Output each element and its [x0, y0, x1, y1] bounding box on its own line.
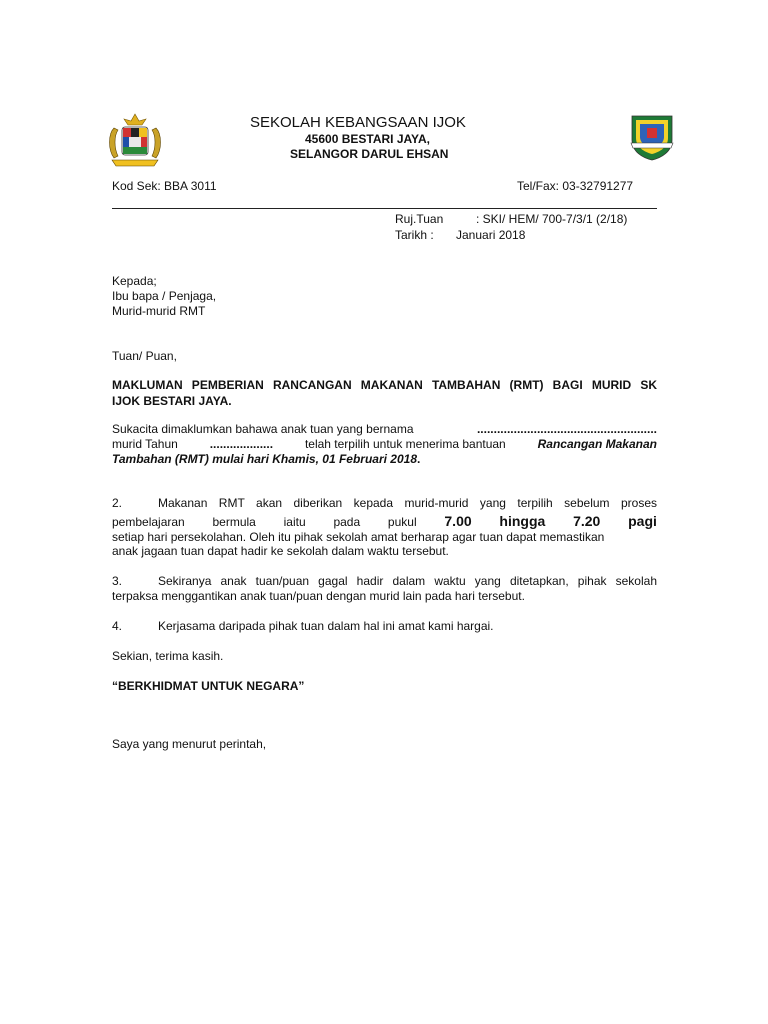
para2-word-4: pada [333, 515, 361, 529]
address-line-1: 45600 BESTARI JAYA, [305, 132, 430, 146]
para2-time-start: 7.00 [444, 513, 472, 529]
salutation: Tuan/ Puan, [112, 349, 177, 363]
telfax: Tel/Fax: 03-32791277 [517, 179, 634, 193]
tarikh-value: Januari 2018 [456, 228, 526, 242]
para1-line1-text: Sukacita dimaklumkan bahawa anak tuan yang bernama [112, 422, 414, 436]
para2-line-4: anak jagaan tuan dapat hadir ke sekolah dalam waktu tersebut. [112, 544, 449, 558]
para2-number: 2. [112, 496, 123, 510]
para1-line2-text2: telah terpilih untuk menerima bantuan [304, 437, 506, 451]
tarikh-label: Tarikh : [395, 228, 434, 242]
address-line-2: SELANGOR DARUL EHSAN [290, 147, 449, 161]
para1-line2-text1: murid Tahun [112, 437, 178, 451]
para1-date: 01 Februari 2018 [322, 452, 417, 466]
school-name: SEKOLAH KEBANGSAAN IJOK [250, 114, 466, 131]
header-divider [112, 208, 657, 209]
para4-number: 4. [112, 619, 123, 633]
signoff: Saya yang menurut perintah, [112, 737, 267, 751]
recipient-line-3: Murid-murid RMT [112, 304, 206, 318]
para2-word-2: bermula [212, 515, 256, 529]
coat-of-arms-logo [104, 112, 166, 170]
para2-time-hingga: hingga [499, 513, 546, 529]
para2-line-3: setiap hari persekolahan. Oleh itu pihak sekolah amat berharap agar tuan dapat memastikan [112, 530, 605, 544]
para2-line-2 [112, 514, 657, 530]
para1-line-2 [112, 437, 657, 452]
school-code: Kod Sek: BBA 3011 [112, 179, 217, 193]
para3-line-2: terpaksa menggantikan anak tuan/puan dengan murid lain pada hari tersebut. [112, 589, 525, 603]
para2-time-end: 7.20 [573, 513, 601, 529]
recipient-line-2: Ibu bapa / Penjaga, [112, 289, 217, 303]
para1-period: . [417, 452, 421, 466]
subject-line-1: MAKLUMAN PEMBERIAN RANCANGAN MAKANAN TAMBAHAN (RMT) BAGI MURID SK [112, 378, 657, 392]
closing: Sekian, terima kasih. [112, 649, 224, 663]
para3-number: 3. [112, 574, 123, 588]
para4-text: Kerjasama daripada pihak tuan dalam hal ini amat kami hargai. [158, 619, 494, 633]
para2-time-pagi: pagi [628, 513, 657, 529]
ruj-label: Ruj.Tuan [395, 212, 444, 226]
para2-line-1: Makanan RMT akan diberikan kepada murid-murid yang terpilih sebelum proses [158, 496, 657, 510]
para1-line2-italic: Rancangan Makanan [537, 437, 657, 451]
para1-line-3 [112, 452, 420, 467]
ruj-value: : SKI/ HEM/ 700-7/3/1 (2/18) [476, 212, 628, 226]
para1-line3-italic: Tambahan (RMT) mulai hari Khamis, [112, 452, 319, 466]
subject-line-2: IJOK BESTARI JAYA. [112, 394, 232, 408]
motto: “BERKHIDMAT UNTUK NEGARA” [112, 679, 305, 693]
school-badge-logo [627, 110, 677, 162]
para2-word-3: iaitu [283, 515, 306, 529]
para1-line-1 [112, 422, 657, 437]
para2-word-1: pembelajaran [112, 515, 185, 529]
para3-line-1: Sekiranya anak tuan/puan gagal hadir dalam waktu yang ditetapkan, pihak sekolah [158, 574, 657, 588]
recipient-line-1: Kepada; [112, 274, 157, 288]
para1-year-blank: ................... [209, 437, 274, 451]
para2-word-5: pukul [387, 515, 417, 529]
para1-name-blank: ...................................................... [476, 422, 657, 436]
